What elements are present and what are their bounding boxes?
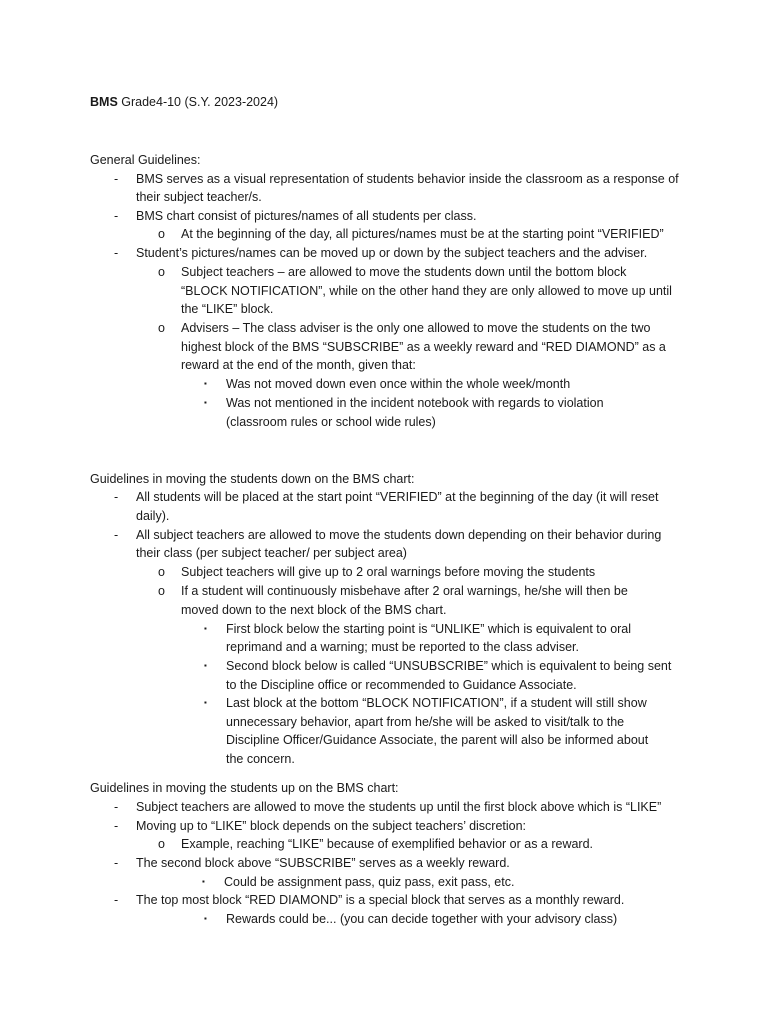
- dash-bullet: -: [114, 209, 119, 223]
- square-bullet: ▪: [202, 877, 205, 886]
- sub-sub-list-item: Rewards could be... (you can decide together with your advisory class): [226, 912, 618, 926]
- sub-sub-list-item: Second block below is called “UNSUBSCRIBE” which is equivalent to being sent: [226, 659, 672, 673]
- section-heading-down: Guidelines in moving the students down on the BMS chart:: [90, 472, 415, 486]
- list-item-cont: daily).: [136, 509, 170, 523]
- circle-bullet: o: [158, 565, 165, 579]
- sub-list-item: At the beginning of the day, all pictures/names must be at the starting point “VERIFIED”: [181, 227, 664, 241]
- dash-bullet: -: [114, 246, 119, 260]
- list-item-cont: their class (per subject teacher/ per subject area): [136, 546, 407, 560]
- dash-bullet: -: [114, 172, 119, 186]
- sub-sub-list-item: Last block at the bottom “BLOCK NOTIFICATION”, if a student will still show: [226, 696, 647, 710]
- sub-list-item: If a student will continuously misbehave after 2 oral warnings, he/she will then be: [181, 584, 628, 598]
- list-item: The second block above “SUBSCRIBE” serves as a weekly reward.: [136, 856, 510, 870]
- dash-bullet: -: [114, 490, 119, 504]
- square-bullet: ▪: [204, 698, 207, 707]
- square-bullet: ▪: [204, 624, 207, 633]
- sub-sub-list-item-cont: to the Discipline office or recommended to Guidance Associate.: [226, 678, 577, 692]
- sub-list-item: Subject teachers – are allowed to move the students down until the bottom block: [181, 265, 627, 279]
- list-item: BMS serves as a visual representation of students behavior inside the classroom as a response of: [136, 172, 679, 186]
- sub-list-item-cont: reward at the end of the month, given that:: [181, 358, 416, 372]
- dash-bullet: -: [114, 856, 119, 870]
- sub-sub-list-item-cont: the concern.: [226, 752, 295, 766]
- sub-sub-list-item: Was not moved down even once within the whole week/month: [226, 377, 571, 391]
- list-item: The top most block “RED DIAMOND” is a special block that serves as a monthly reward.: [136, 893, 625, 907]
- sub-sub-list-item-cont: reprimand and a warning; must be reported to the class adviser.: [226, 640, 579, 654]
- square-bullet: ▪: [204, 914, 207, 923]
- list-item: Subject teachers are allowed to move the students up until the first block above which is “LIKE”: [136, 800, 662, 814]
- square-bullet: ▪: [204, 661, 207, 670]
- list-item: All students will be placed at the start point “VERIFIED” at the beginning of the day (it will reset: [136, 490, 659, 504]
- list-item: Student’s pictures/names can be moved up or down by the subject teachers and the adviser.: [136, 246, 648, 260]
- sub-list-item-cont: the “LIKE” block.: [181, 302, 274, 316]
- dash-bullet: -: [114, 819, 119, 833]
- sub-sub-list-item: First block below the starting point is “UNLIKE” which is equivalent to oral: [226, 622, 632, 636]
- sub-list-item: Subject teachers will give up to 2 oral warnings before moving the students: [181, 565, 596, 579]
- circle-bullet: o: [158, 227, 165, 241]
- section-heading-up: Guidelines in moving the students up on the BMS chart:: [90, 781, 399, 795]
- circle-bullet: o: [158, 265, 165, 279]
- square-bullet: ▪: [204, 398, 207, 407]
- circle-bullet: o: [158, 584, 165, 598]
- title-rest: Grade4-10 (S.Y. 2023-2024): [117, 95, 279, 109]
- dash-bullet: -: [114, 893, 119, 907]
- list-item: BMS chart consist of pictures/names of all students per class.: [136, 209, 477, 223]
- sub-list-item-cont: highest block of the BMS “SUBSCRIBE” as a weekly reward and “RED DIAMOND” as a: [181, 340, 666, 354]
- circle-bullet: o: [158, 321, 165, 335]
- sub-list-item-cont: “BLOCK NOTIFICATION”, while on the other hand they are only allowed to move up until: [181, 284, 672, 298]
- sub-sub-list-item: Was not mentioned in the incident notebook with regards to violation: [226, 396, 604, 410]
- sub-sub-list-item-cont: unnecessary behavior, apart from he/she will be asked to visit/talk to the: [226, 715, 625, 729]
- circle-bullet: o: [158, 837, 165, 851]
- section-heading-general: General Guidelines:: [90, 153, 201, 167]
- list-item: Moving up to “LIKE” block depends on the subject teachers’ discretion:: [136, 819, 527, 833]
- sub-sub-list-item-cont: (classroom rules or school wide rules): [226, 415, 436, 429]
- document-title: [90, 93, 278, 111]
- sub-sub-list-item: Could be assignment pass, quiz pass, exit pass, etc.: [224, 875, 515, 889]
- sub-list-item: Advisers – The class adviser is the only one allowed to move the students on the two: [181, 321, 651, 335]
- list-item: All subject teachers are allowed to move the students down depending on their behavior during: [136, 528, 662, 542]
- title-bold: BMS: [90, 95, 118, 109]
- sub-list-item: Example, reaching “LIKE” because of exemplified behavior or as a reward.: [181, 837, 594, 851]
- dash-bullet: -: [114, 528, 119, 542]
- list-item-cont: their subject teacher/s.: [136, 190, 262, 204]
- sub-sub-list-item-cont: Discipline Officer/Guidance Associate, the parent will also be informed about: [226, 733, 649, 747]
- dash-bullet: -: [114, 800, 119, 814]
- square-bullet: ▪: [204, 379, 207, 388]
- sub-list-item-cont: moved down to the next block of the BMS chart.: [181, 603, 447, 617]
